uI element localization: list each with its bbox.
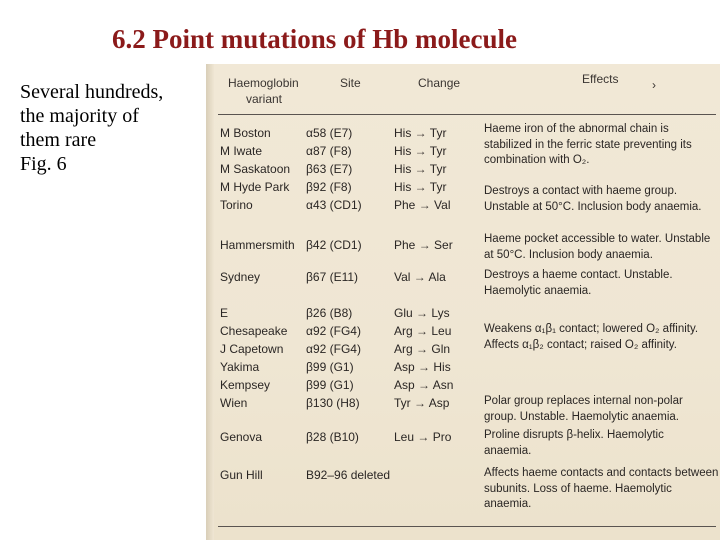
- change-from: Glu: [394, 306, 413, 320]
- side-line: Fig. 6: [20, 153, 67, 175]
- table-row-site: β92 (F8): [306, 180, 352, 194]
- table-row-site: α92 (FG4): [306, 324, 361, 338]
- side-note: [20, 80, 205, 176]
- slide-title: 6.2 Point mutations of Hb molecule: [112, 24, 517, 54]
- table-row-variant: Kempsey: [220, 378, 271, 392]
- table-row-variant: M Boston: [220, 126, 271, 140]
- effect-line: anaemia.: [484, 444, 532, 457]
- effect-line: Haeme iron of the abnormal chain is: [484, 123, 669, 135]
- change-to: Asn: [432, 378, 454, 392]
- effect-text: [484, 184, 701, 215]
- effect-line: Haeme pocket accessible to water. Unstable: [484, 233, 711, 245]
- table-row-variant: M Saskatoon: [220, 162, 291, 176]
- table-row-change: [394, 270, 446, 284]
- change-to: Asp: [428, 396, 450, 410]
- table-row-change: [394, 238, 453, 252]
- change-to: Pro: [432, 430, 452, 444]
- effect-line: Proline disrupts β-helix. Haemolytic: [484, 429, 664, 441]
- arrow-right-icon: →: [414, 430, 433, 444]
- arrow-right-icon: →: [410, 396, 429, 410]
- header-variant-line1: Haemoglobin: [228, 76, 299, 90]
- table-row-variant: J Capetown: [220, 342, 284, 356]
- change-to: Tyr: [429, 180, 447, 194]
- effect-text: [484, 322, 698, 353]
- change-from: Asp: [394, 360, 415, 374]
- change-to: Gln: [431, 342, 451, 356]
- change-from: Asp: [394, 378, 415, 392]
- arrow-right-icon: →: [411, 162, 430, 176]
- change-to: Tyr: [429, 126, 447, 140]
- change-from: His: [394, 180, 412, 194]
- header-effects: Effects: [582, 72, 619, 86]
- change-from: Val: [394, 270, 411, 284]
- arrow-right-icon: →: [410, 270, 429, 284]
- effect-text: [484, 232, 710, 263]
- change-to: His: [433, 360, 451, 374]
- table-row-site: β26 (B8): [306, 306, 353, 320]
- table-row-site: β130 (H8): [306, 396, 360, 410]
- change-from: Phe: [394, 198, 416, 212]
- change-to: Val: [434, 198, 451, 212]
- change-from: His: [394, 144, 412, 158]
- table-row-variant: Gun Hill: [220, 468, 263, 482]
- change-from: Arg: [394, 324, 413, 338]
- table-row-variant: E: [220, 306, 229, 320]
- effect-line: subunits. Loss of haeme. Haemolytic: [484, 482, 672, 495]
- table-row-site: β67 (E11): [306, 270, 359, 284]
- table-row-variant: Wien: [220, 396, 248, 410]
- arrow-right-icon: →: [414, 360, 434, 374]
- table-row-site: α92 (FG4): [306, 342, 361, 356]
- effect-line: anaemia.: [484, 498, 532, 511]
- table-row-site: B92–96 deleted: [306, 468, 391, 482]
- table-row-variant: Yakima: [220, 360, 260, 374]
- scanned-table-image: [206, 64, 720, 540]
- effect-text: [484, 466, 718, 513]
- effect-line: stabilized in the ferric state preventing its: [484, 138, 692, 151]
- effect-text: [484, 122, 692, 169]
- change-to: Lys: [431, 306, 450, 320]
- table-row-change: [394, 306, 450, 320]
- effect-line: combination with O₂.: [484, 154, 590, 167]
- side-line: the majority of: [20, 105, 139, 127]
- table-row-site: α87 (F8): [306, 144, 352, 158]
- effect-line: Destroys a haeme contact. Unstable.: [484, 269, 673, 281]
- header-change: Change: [418, 76, 461, 90]
- effect-text: [484, 268, 673, 299]
- change-to: Ser: [434, 238, 453, 252]
- change-from: His: [394, 126, 412, 140]
- table-row-change: [394, 360, 451, 374]
- header-rule: [218, 114, 716, 115]
- table-row-site: α43 (CD1): [306, 198, 362, 212]
- change-to: Tyr: [429, 162, 447, 176]
- effect-line: Haemolytic anaemia.: [484, 284, 592, 297]
- table-row-site: α58 (E7): [306, 126, 353, 140]
- arrow-right-icon: →: [415, 198, 435, 212]
- table-row-change: [394, 324, 451, 338]
- change-from: His: [394, 162, 412, 176]
- table-row-site: β28 (B10): [306, 430, 359, 444]
- effect-line: Weakens α₁β₁ contact; lowered O₂ affinity.: [484, 323, 699, 335]
- table-row-site: β99 (G1): [306, 378, 354, 392]
- table-row-change: [394, 342, 450, 356]
- table-row-variant: Torino: [220, 198, 253, 212]
- table-row-change: [394, 180, 446, 194]
- table-row-site: β42 (CD1): [306, 238, 362, 252]
- arrow-right-icon: →: [412, 306, 432, 320]
- table-row-variant: Hammersmith: [220, 238, 295, 252]
- effect-line: Affects α₁β₂ contact; raised O₂ affinity.: [484, 338, 677, 351]
- effect-line: group. Unstable. Haemolytic anaemia.: [484, 410, 679, 423]
- header-site: Site: [340, 76, 361, 90]
- table-row-site: β63 (E7): [306, 162, 353, 176]
- chevron-right-icon: ›: [652, 78, 656, 92]
- effect-line: at 50°C. Inclusion body anaemia.: [484, 248, 653, 261]
- arrow-right-icon: →: [411, 180, 430, 194]
- table-row-variant: Chesapeake: [220, 324, 288, 338]
- change-from: Arg: [394, 342, 413, 356]
- arrow-right-icon: →: [411, 126, 430, 140]
- arrow-right-icon: →: [411, 144, 430, 158]
- table-row-variant: Sydney: [220, 270, 261, 284]
- change-from: Phe: [394, 238, 416, 252]
- arrow-right-icon: →: [415, 238, 435, 252]
- change-from: Leu: [394, 430, 415, 444]
- arrow-right-icon: →: [414, 378, 433, 392]
- effect-text: [484, 394, 683, 425]
- table-row-change: [394, 396, 449, 410]
- page-edge-shadow: [206, 64, 214, 540]
- arrow-right-icon: →: [412, 324, 432, 338]
- table-row-variant: M Iwate: [220, 144, 263, 158]
- change-from: Tyr: [394, 396, 411, 410]
- table-row-change: [394, 378, 453, 392]
- effect-line: Unstable at 50°C. Inclusion body anaemia.: [484, 200, 702, 213]
- effect-line: Polar group replaces internal non-polar: [484, 395, 683, 407]
- bottom-rule: [218, 526, 716, 527]
- effect-text: [484, 428, 664, 459]
- table-row-change: [394, 430, 451, 444]
- table-row-change: [394, 162, 446, 176]
- table-row-change: [394, 144, 446, 158]
- effect-line: Affects haeme contacts and contacts between: [484, 467, 719, 479]
- side-line: them rare: [20, 129, 97, 151]
- arrow-right-icon: →: [412, 342, 432, 356]
- table-row-change: [394, 198, 450, 212]
- change-to: Leu: [431, 324, 452, 338]
- table-row-variant: Genova: [220, 430, 263, 444]
- table-row-site: β99 (G1): [306, 360, 354, 374]
- table-row-change: [394, 126, 446, 140]
- change-to: Tyr: [429, 144, 447, 158]
- effect-line: Destroys a contact with haeme group.: [484, 185, 678, 197]
- table-row-variant: M Hyde Park: [220, 180, 290, 194]
- change-to: Ala: [428, 270, 446, 284]
- side-line: Several hundreds,: [20, 81, 164, 103]
- header-variant-line2: variant: [246, 92, 283, 106]
